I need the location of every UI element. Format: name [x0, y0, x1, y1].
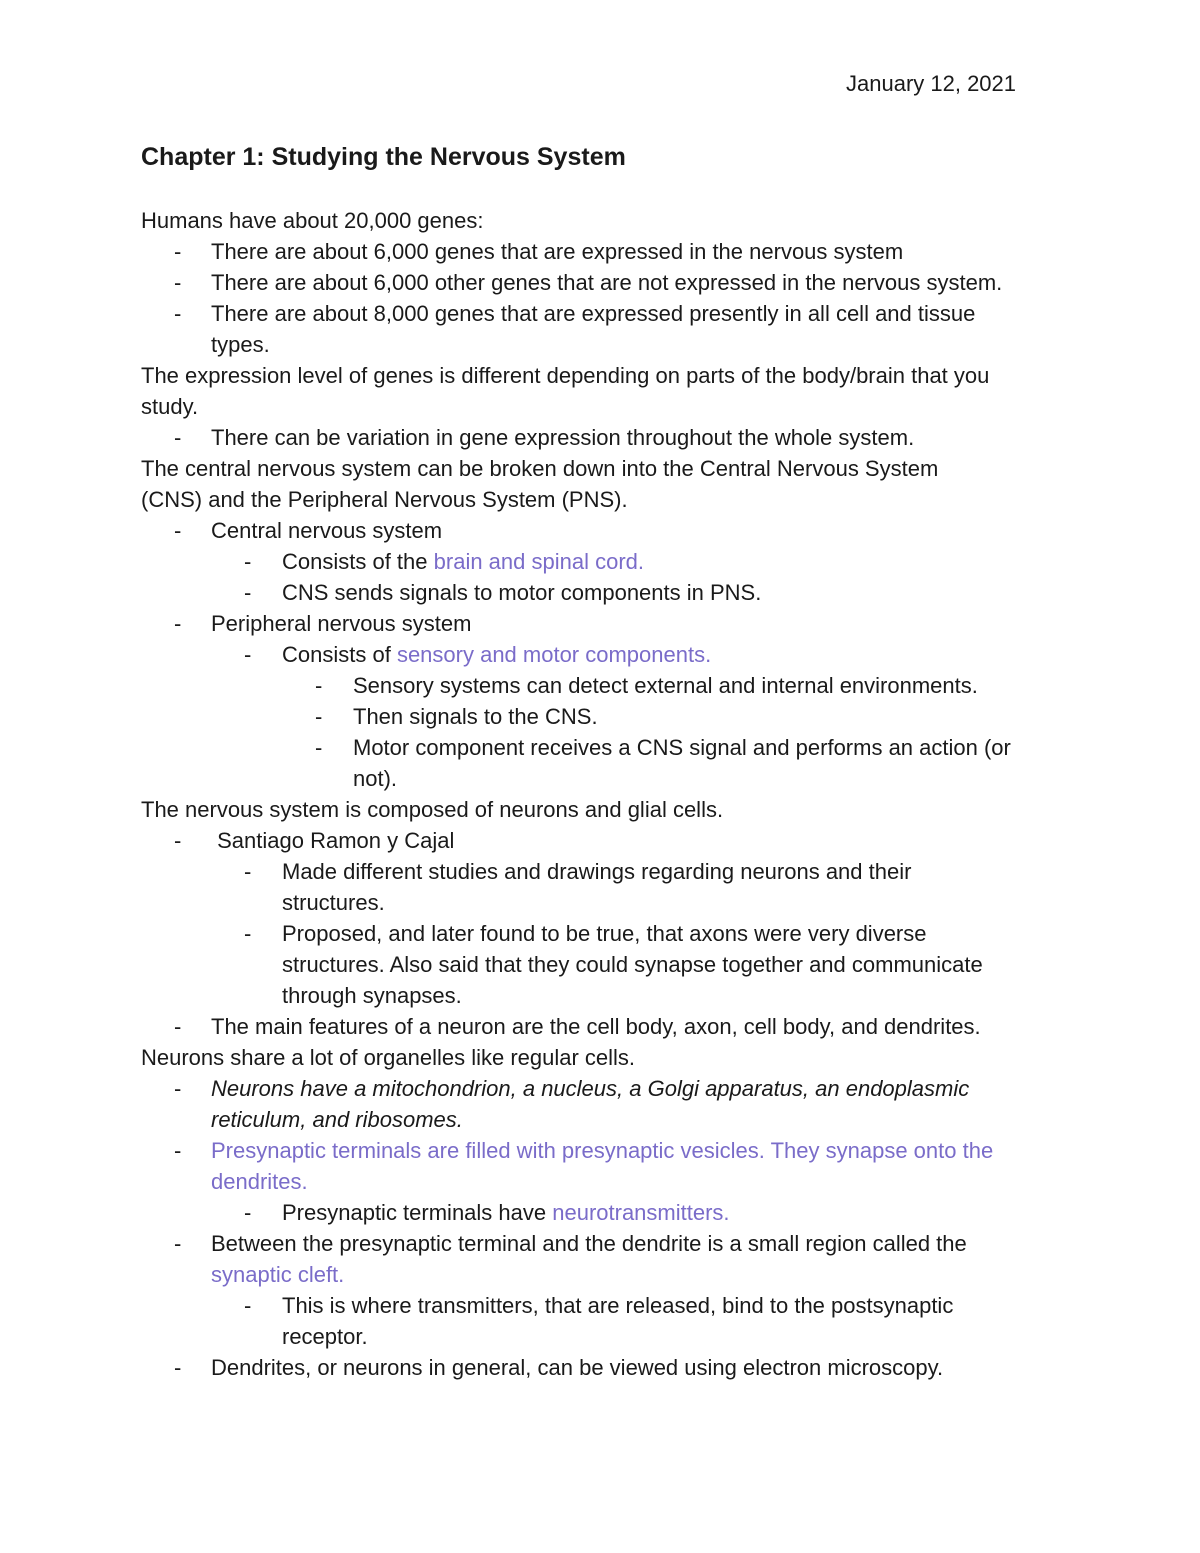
bullet-line	[141, 701, 1081, 732]
text: Motor component receives a CNS signal and performs an action (or	[353, 735, 1011, 760]
notes-body	[141, 205, 1081, 1383]
italic-text: reticulum, and ribosomes.	[211, 1107, 463, 1132]
bullet-line	[141, 856, 1081, 887]
bullet-dash-icon: -	[174, 425, 182, 450]
bullet-continuation	[141, 1259, 1081, 1290]
bullet-dash-icon: -	[174, 518, 182, 543]
text: The central nervous system can be broken down into the Central Nervous System	[141, 456, 939, 481]
highlighted-text: brain and spinal cord.	[433, 549, 644, 574]
bullet-dash-icon: -	[244, 580, 252, 605]
bullet-dash-icon: -	[174, 239, 182, 264]
text: This is where transmitters, that are released, bind to the postsynaptic	[282, 1293, 954, 1318]
bullet-dash-icon: -	[244, 549, 252, 574]
text: Then signals to the CNS.	[353, 704, 598, 729]
bullet-continuation	[141, 1104, 1081, 1135]
bullet-line	[141, 670, 1081, 701]
bullet-line	[141, 1197, 1081, 1228]
text: Between the presynaptic terminal and the dendrite is a small region called the	[211, 1231, 967, 1256]
paragraph-line	[141, 453, 1081, 484]
italic-text: Neurons have a mitochondrion, a nucleus, a Golgi apparatus, an endoplasmic	[211, 1076, 970, 1101]
bullet-line	[141, 1290, 1081, 1321]
text: Proposed, and later found to be true, that axons were very diverse	[282, 921, 927, 946]
text: The main features of a neuron are the cell body, axon, cell body, and dendrites.	[211, 1014, 981, 1039]
bullet-line	[141, 422, 1081, 453]
bullet-dash-icon: -	[174, 828, 182, 853]
highlighted-text: synaptic cleft.	[211, 1262, 345, 1287]
bullet-dash-icon: -	[244, 921, 252, 946]
text: Made different studies and drawings regarding neurons and their	[282, 859, 912, 884]
paragraph-line	[141, 794, 1081, 825]
text: There can be variation in gene expression throughout the whole system.	[211, 425, 915, 450]
bullet-line	[141, 1228, 1081, 1259]
bullet-dash-icon: -	[174, 1138, 182, 1163]
text: not).	[353, 766, 398, 791]
bullet-line	[141, 546, 1081, 577]
bullet-dash-icon: -	[174, 301, 182, 326]
bullet-line	[141, 298, 1081, 329]
text: Peripheral nervous system	[211, 611, 472, 636]
bullet-continuation	[141, 949, 1081, 980]
text: study.	[141, 394, 199, 419]
bullet-line	[141, 267, 1081, 298]
text: types.	[211, 332, 270, 357]
bullet-dash-icon: -	[174, 270, 182, 295]
bullet-line	[141, 1011, 1081, 1042]
text: through synapses.	[282, 983, 462, 1008]
paragraph-line	[141, 391, 1081, 422]
bullet-dash-icon: -	[315, 735, 323, 760]
page-title: Chapter 1: Studying the Nervous System	[141, 143, 626, 171]
bullet-continuation	[141, 763, 1081, 794]
text: Santiago Ramon y Cajal	[211, 828, 455, 853]
text: Central nervous system	[211, 518, 443, 543]
bullet-dash-icon: -	[174, 611, 182, 636]
bullet-dash-icon: -	[315, 704, 323, 729]
text: The expression level of genes is different depending on parts of the body/brain that you	[141, 363, 990, 388]
bullet-continuation	[141, 1166, 1081, 1197]
text: Neurons share a lot of organelles like regular cells.	[141, 1045, 636, 1070]
bullet-dash-icon: -	[244, 859, 252, 884]
paragraph-line	[141, 484, 1081, 515]
bullet-line	[141, 236, 1081, 267]
text: Consists of	[282, 642, 397, 667]
bullet-line	[141, 1352, 1081, 1383]
text: Presynaptic terminals have	[282, 1200, 553, 1225]
highlighted-text: sensory and motor components.	[396, 642, 712, 667]
bullet-line	[141, 918, 1081, 949]
bullet-continuation	[141, 1321, 1081, 1352]
bullet-line	[141, 515, 1081, 546]
bullet-line	[141, 1135, 1081, 1166]
bullet-dash-icon: -	[174, 1014, 182, 1039]
bullet-line	[141, 732, 1081, 763]
text: The nervous system is composed of neurons and glial cells.	[141, 797, 724, 822]
highlighted-text: neurotransmitters.	[552, 1200, 730, 1225]
text: structures. Also said that they could synapse together and communicate	[282, 952, 983, 977]
bullet-continuation	[141, 329, 1081, 360]
text: (CNS) and the Peripheral Nervous System (PNS).	[141, 487, 628, 512]
text: Humans have about 20,000 genes:	[141, 208, 484, 233]
text: There are about 8,000 genes that are expressed presently in all cell and tissue	[211, 301, 976, 326]
text: CNS sends signals to motor components in PNS.	[282, 580, 762, 605]
text: Consists of the	[282, 549, 434, 574]
text: receptor.	[282, 1324, 368, 1349]
text: There are about 6,000 genes that are expressed in the nervous system	[211, 239, 904, 264]
bullet-dash-icon: -	[244, 1293, 252, 1318]
bullet-dash-icon: -	[174, 1076, 182, 1101]
text: structures.	[282, 890, 385, 915]
paragraph-line	[141, 205, 1081, 236]
bullet-line	[141, 608, 1081, 639]
bullet-dash-icon: -	[174, 1355, 182, 1380]
bullet-dash-icon: -	[315, 673, 323, 698]
bullet-line	[141, 639, 1081, 670]
bullet-dash-icon: -	[174, 1231, 182, 1256]
bullet-dash-icon: -	[244, 642, 252, 667]
highlighted-text: Presynaptic terminals are filled with presynaptic vesicles. They synapse onto the	[211, 1138, 994, 1163]
document-date: January 12, 2021	[846, 71, 1017, 96]
text: Dendrites, or neurons in general, can be viewed using electron microscopy.	[211, 1355, 944, 1380]
bullet-dash-icon: -	[244, 1200, 252, 1225]
paragraph-line	[141, 360, 1081, 391]
bullet-line	[141, 825, 1081, 856]
bullet-line	[141, 577, 1081, 608]
bullet-continuation	[141, 887, 1081, 918]
text: Sensory systems can detect external and internal environments.	[353, 673, 978, 698]
highlighted-text: dendrites.	[211, 1169, 308, 1194]
bullet-continuation	[141, 980, 1081, 1011]
paragraph-line	[141, 1042, 1081, 1073]
text: There are about 6,000 other genes that are not expressed in the nervous system.	[211, 270, 1003, 295]
bullet-line	[141, 1073, 1081, 1104]
